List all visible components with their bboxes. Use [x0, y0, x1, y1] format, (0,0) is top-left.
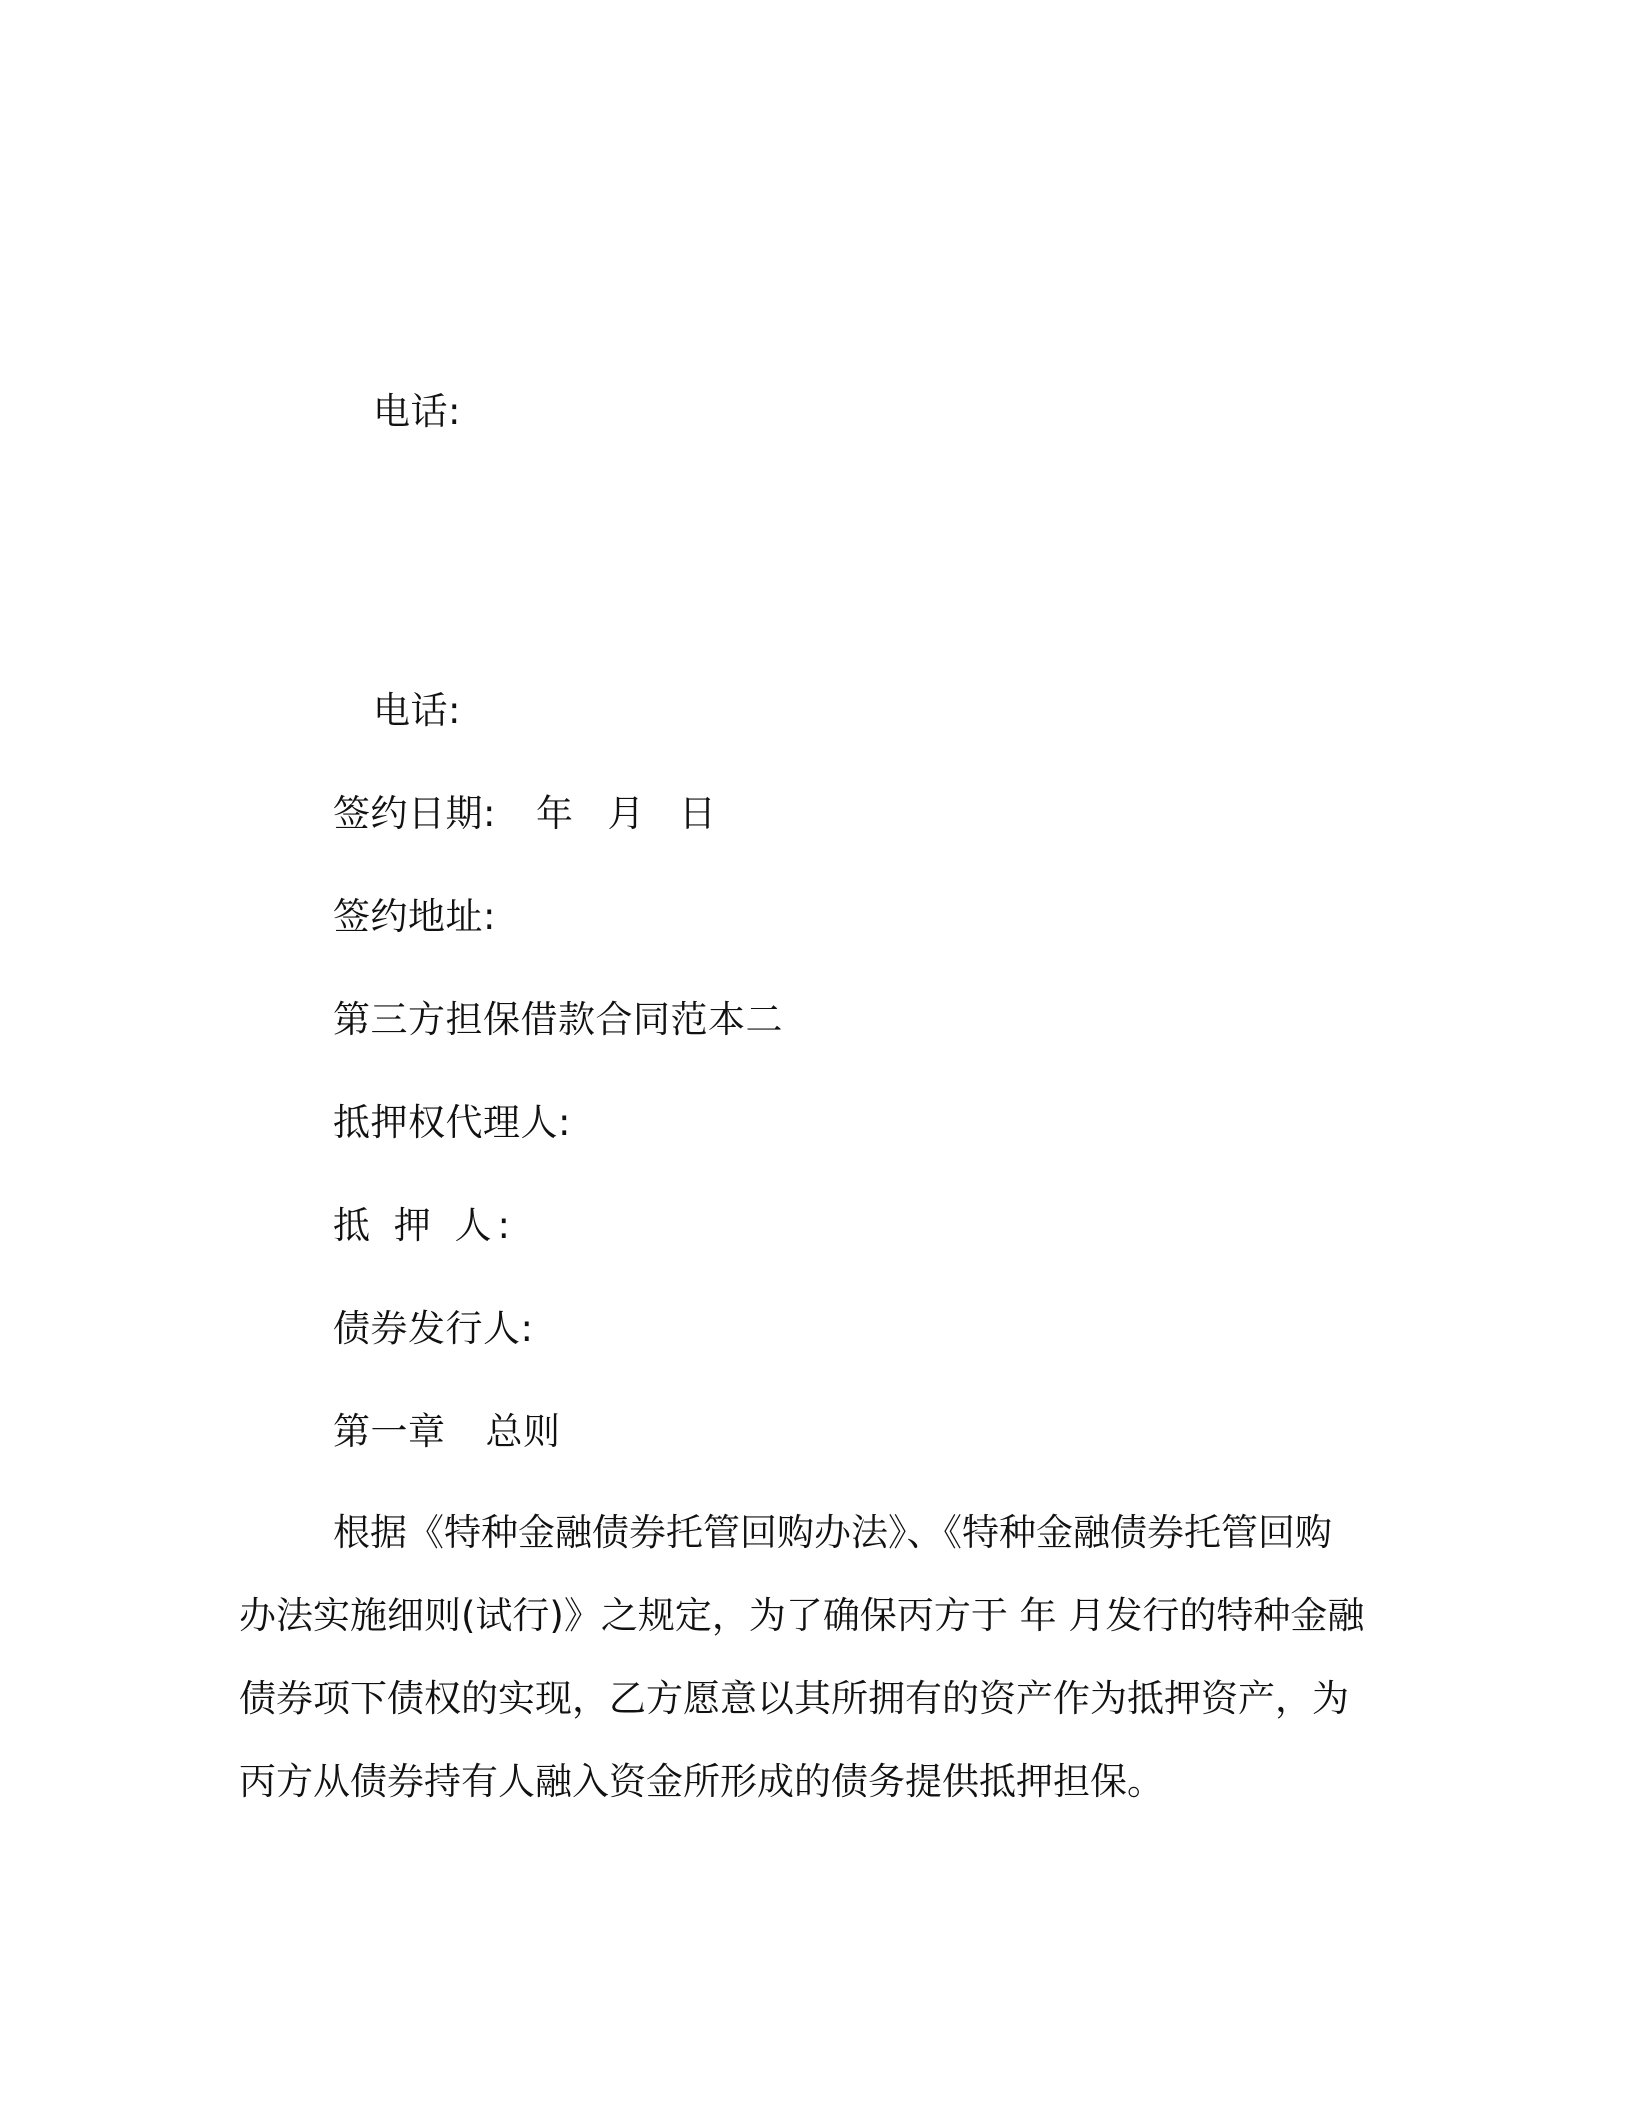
bond-issuer-label: 债券发行人: [333, 1307, 534, 1350]
paragraph-line: 办法实施细则(试行)》之规定，为了确保丙方于 年 月发行的特种金融 [239, 1594, 1365, 1637]
mortgage-agent-label: 抵押权代理人: [333, 1101, 571, 1144]
general-provisions-paragraph [239, 1503, 1389, 1835]
year-label: 年 [535, 792, 574, 835]
sign-address-label: 签约地址: [333, 895, 496, 938]
contract-title: 第三方担保借款合同范本二 [333, 998, 783, 1041]
month-label: 月 [607, 792, 645, 835]
paragraph-line: 根据《特种金融债券托管回购办法》、《特种金融债券托管回购 [333, 1511, 1332, 1554]
chapter-heading [333, 1410, 561, 1454]
sign-date-line [333, 792, 716, 836]
phone-label-1: 电话: [373, 390, 461, 433]
paragraph-line: 丙方从债券持有人融入资金所形成的债务提供抵押担保。 [239, 1760, 1164, 1803]
day-label: 日 [678, 792, 717, 835]
chapter-number: 第一章 [333, 1410, 446, 1453]
chapter-title: 总则 [485, 1410, 561, 1453]
mortgagor-label: 抵 押 人: [333, 1204, 516, 1247]
paragraph-line: 债券项下债权的实现，乙方愿意以其所拥有的资产作为抵押资产，为 [239, 1677, 1349, 1720]
phone-label-2: 电话: [373, 689, 461, 732]
sign-date-label: 签约日期: [333, 792, 496, 835]
